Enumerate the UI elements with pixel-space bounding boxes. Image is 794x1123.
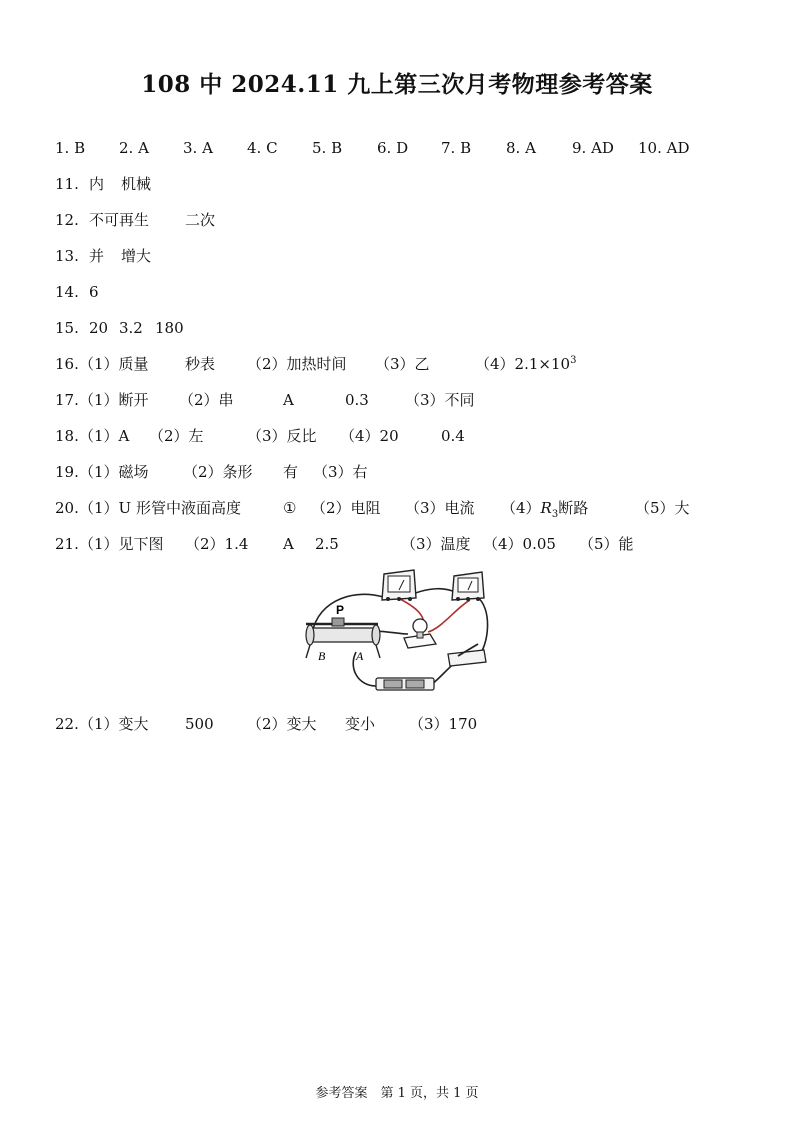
q-num: 12. bbox=[55, 211, 79, 229]
answer-text: （3）170 bbox=[409, 715, 478, 733]
mc-ans: A bbox=[525, 139, 536, 157]
answer-text: 内 bbox=[89, 175, 105, 193]
q-num: 13. bbox=[55, 247, 79, 265]
answer-text: （1）A bbox=[79, 427, 130, 445]
mc-2 bbox=[119, 137, 149, 159]
lamp-bulb bbox=[404, 619, 436, 648]
q-num: 21. bbox=[55, 535, 79, 553]
mc-8 bbox=[506, 137, 536, 159]
q-num: 14. bbox=[55, 283, 79, 301]
q-num: 17. bbox=[55, 391, 79, 409]
answer-18 bbox=[55, 425, 755, 447]
answer-16 bbox=[55, 353, 755, 375]
mc-9 bbox=[572, 137, 614, 159]
answer-text: （3）电流 bbox=[405, 499, 475, 517]
q-num: 11. bbox=[55, 175, 79, 193]
q-num: 18. bbox=[55, 427, 79, 445]
mc-num: 1. bbox=[55, 139, 70, 157]
page-footer: 参考答案 第 1 页，共 1 页 bbox=[315, 1086, 479, 1101]
page-title: 108 中 2024.11 九上第三次月考物理参考答案 bbox=[141, 71, 653, 98]
circuit-diagram bbox=[298, 568, 498, 698]
mc-7 bbox=[441, 137, 471, 159]
voltmeter bbox=[382, 570, 416, 601]
answer-21 bbox=[55, 533, 755, 555]
mc-ans: AD bbox=[591, 139, 614, 157]
mc-ans: C bbox=[266, 139, 278, 157]
answer-value bbox=[475, 353, 576, 375]
mc-num: 9. bbox=[572, 139, 587, 157]
answer-text: （4）20 bbox=[340, 427, 399, 445]
answer-12 bbox=[55, 209, 355, 231]
ammeter bbox=[452, 572, 484, 601]
answer-text: A bbox=[283, 535, 294, 553]
mc-num: 5. bbox=[312, 139, 327, 157]
mc-ans: B bbox=[460, 139, 472, 157]
answer-value bbox=[501, 497, 588, 526]
answer-text: 6 bbox=[89, 283, 99, 301]
answer-14 bbox=[55, 281, 355, 303]
subscript: 3 bbox=[551, 509, 559, 520]
switch bbox=[448, 644, 486, 666]
wire bbox=[428, 600, 470, 632]
answer-text: （3）右 bbox=[313, 463, 368, 481]
answer-19 bbox=[55, 461, 755, 483]
label-p: P bbox=[336, 603, 345, 617]
answer-text: 180 bbox=[155, 319, 184, 337]
answer-text: 3.2 bbox=[119, 319, 143, 337]
answer-text: 0.3 bbox=[345, 391, 369, 409]
mc-ans: D bbox=[396, 139, 409, 157]
answer-text: 有 bbox=[283, 463, 299, 481]
q-num: 20. bbox=[55, 499, 79, 517]
mc-1 bbox=[55, 137, 85, 159]
mc-4 bbox=[247, 137, 278, 159]
wire bbox=[476, 596, 488, 656]
answer-text: （3）不同 bbox=[405, 391, 475, 409]
mc-num: 4. bbox=[247, 139, 262, 157]
answer-text: （1）断开 bbox=[79, 391, 149, 409]
answer-text: （3）反比 bbox=[247, 427, 317, 445]
mc-num: 10. bbox=[638, 139, 662, 157]
answer-text: （3）温度 bbox=[401, 535, 471, 553]
answer-text: 0.4 bbox=[441, 427, 465, 445]
answer-text: （2）条形 bbox=[183, 463, 253, 481]
answer-15 bbox=[55, 317, 355, 339]
answer-text: 变小 bbox=[345, 715, 376, 733]
answer-text: 二次 bbox=[185, 211, 216, 229]
mc-num: 8. bbox=[506, 139, 521, 157]
answer-text: （4）2.1×10 bbox=[475, 355, 571, 373]
answer-text: （5）大 bbox=[635, 499, 690, 517]
answer-text: （1）见下图 bbox=[79, 535, 164, 553]
label-b: B bbox=[318, 649, 326, 663]
label-a: A bbox=[356, 649, 364, 663]
answer-text: （2）加热时间 bbox=[247, 355, 347, 373]
answer-text: 断路 bbox=[558, 499, 589, 517]
answer-text: （2）变大 bbox=[247, 715, 317, 733]
mc-ans: A bbox=[138, 139, 149, 157]
mc-ans: A bbox=[202, 139, 213, 157]
answer-text: 并 bbox=[89, 247, 105, 265]
answer-11 bbox=[55, 173, 355, 195]
answer-22 bbox=[55, 713, 755, 735]
answer-text: 秒表 bbox=[185, 355, 216, 373]
answer-text: 20 bbox=[89, 319, 109, 337]
answer-13 bbox=[55, 245, 355, 267]
resistor-symbol: R bbox=[540, 499, 552, 517]
mc-ans: B bbox=[331, 139, 343, 157]
mc-ans: B bbox=[74, 139, 86, 157]
answer-text: （2）电阻 bbox=[311, 499, 381, 517]
answer-text: （4）0.05 bbox=[483, 535, 556, 553]
answer-text: （5）能 bbox=[579, 535, 634, 553]
mc-num: 2. bbox=[119, 139, 134, 157]
q-num: 19. bbox=[55, 463, 79, 481]
battery-holder bbox=[376, 678, 434, 690]
answer-text: （1）质量 bbox=[79, 355, 149, 373]
answer-text: （1）磁场 bbox=[79, 463, 149, 481]
answer-text: （2）左 bbox=[149, 427, 204, 445]
mc-num: 6. bbox=[377, 139, 392, 157]
mc-5 bbox=[312, 137, 342, 159]
answer-text: （1）变大 bbox=[79, 715, 149, 733]
superscript: 3 bbox=[570, 355, 577, 366]
answer-text: A bbox=[283, 391, 294, 409]
answer-text: ① bbox=[283, 499, 297, 517]
mc-num: 7. bbox=[441, 139, 456, 157]
answer-text: 机械 bbox=[121, 175, 152, 193]
mc-3 bbox=[183, 137, 213, 159]
mc-num: 3. bbox=[183, 139, 198, 157]
answer-text: （3）乙 bbox=[375, 355, 430, 373]
answer-text: （2）1.4 bbox=[185, 535, 249, 553]
q-num: 16. bbox=[55, 355, 79, 373]
mc-6 bbox=[377, 137, 408, 159]
answer-text: 500 bbox=[185, 715, 214, 733]
answer-text: 增大 bbox=[121, 247, 152, 265]
answer-text: 不可再生 bbox=[89, 211, 150, 229]
answer-20 bbox=[55, 497, 755, 519]
answer-text: （1）U 形管中液面高度 bbox=[79, 499, 241, 517]
answer-text: （4） bbox=[501, 499, 541, 517]
answer-text: 2.5 bbox=[315, 535, 339, 553]
mc-answers bbox=[55, 137, 755, 159]
q-num: 22. bbox=[55, 715, 79, 733]
q-num: 15. bbox=[55, 319, 79, 337]
mc-10 bbox=[638, 137, 690, 159]
answer-text: （2）串 bbox=[179, 391, 234, 409]
mc-ans: AD bbox=[666, 139, 690, 157]
answer-17 bbox=[55, 389, 755, 411]
